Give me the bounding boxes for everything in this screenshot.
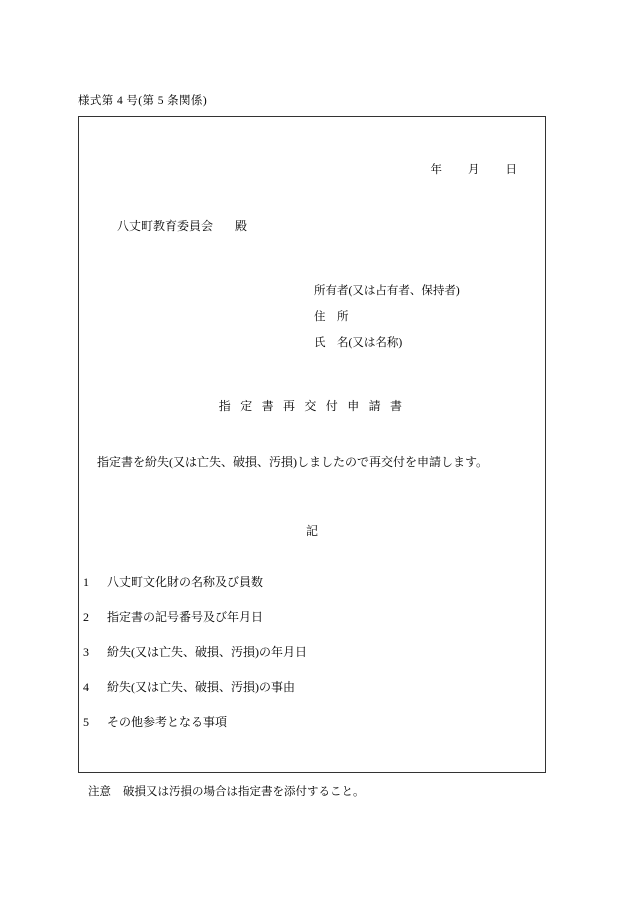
note-text: 破損又は汚損の場合は指定書を添付すること。 — [123, 786, 365, 798]
form-number: 様式第 4 号(第 5 条関係) — [78, 95, 208, 107]
note-label: 注意 — [88, 786, 111, 798]
date-year-label: 年 — [430, 164, 442, 176]
document-title: 指 定 書 再 交 付 申 請 書 — [218, 399, 406, 413]
owner-role-label: 所有者(又は占有者、保持者) — [314, 285, 460, 297]
list-item — [83, 573, 523, 590]
ki-mark: 記 — [305, 524, 318, 538]
owner-info-block — [314, 278, 460, 356]
list-item-number: 3 — [83, 645, 89, 659]
list-item — [83, 678, 523, 695]
list-item-number: 1 — [83, 575, 89, 589]
owner-name-label: 氏 名(又は名称) — [314, 337, 403, 349]
list-item-number: 5 — [83, 715, 89, 729]
list-item-number: 2 — [83, 610, 89, 624]
date-line — [431, 161, 518, 177]
owner-role-row — [314, 278, 460, 304]
list-item-text: 紛失(又は亡失、破損、汚損)の事由 — [107, 680, 295, 694]
body-text: 指定書を紛失(又は亡失、破損、汚損)しましたので再交付を申請します。 — [97, 455, 489, 469]
addressee-name: 八丈町教育委員会 — [117, 219, 214, 233]
addressee — [117, 217, 247, 234]
list-item — [83, 643, 523, 660]
note — [88, 783, 365, 799]
list-item — [83, 713, 523, 730]
items-list — [83, 573, 523, 748]
date-day-label: 日 — [505, 164, 517, 176]
owner-name-row — [314, 330, 460, 356]
date-month-label: 月 — [468, 164, 480, 176]
owner-address-row — [314, 304, 460, 330]
owner-address-label: 住 所 — [314, 311, 349, 323]
list-item-text: その他参考となる事項 — [107, 715, 228, 729]
addressee-honorific: 殿 — [235, 219, 248, 233]
list-item-number: 4 — [83, 680, 89, 694]
form-border-box — [78, 116, 546, 773]
list-item — [83, 608, 523, 625]
list-item-text: 八丈町文化財の名称及び員数 — [107, 575, 264, 589]
list-item-text: 紛失(又は亡失、破損、汚損)の年月日 — [107, 645, 307, 659]
list-item-text: 指定書の記号番号及び年月日 — [107, 610, 264, 624]
